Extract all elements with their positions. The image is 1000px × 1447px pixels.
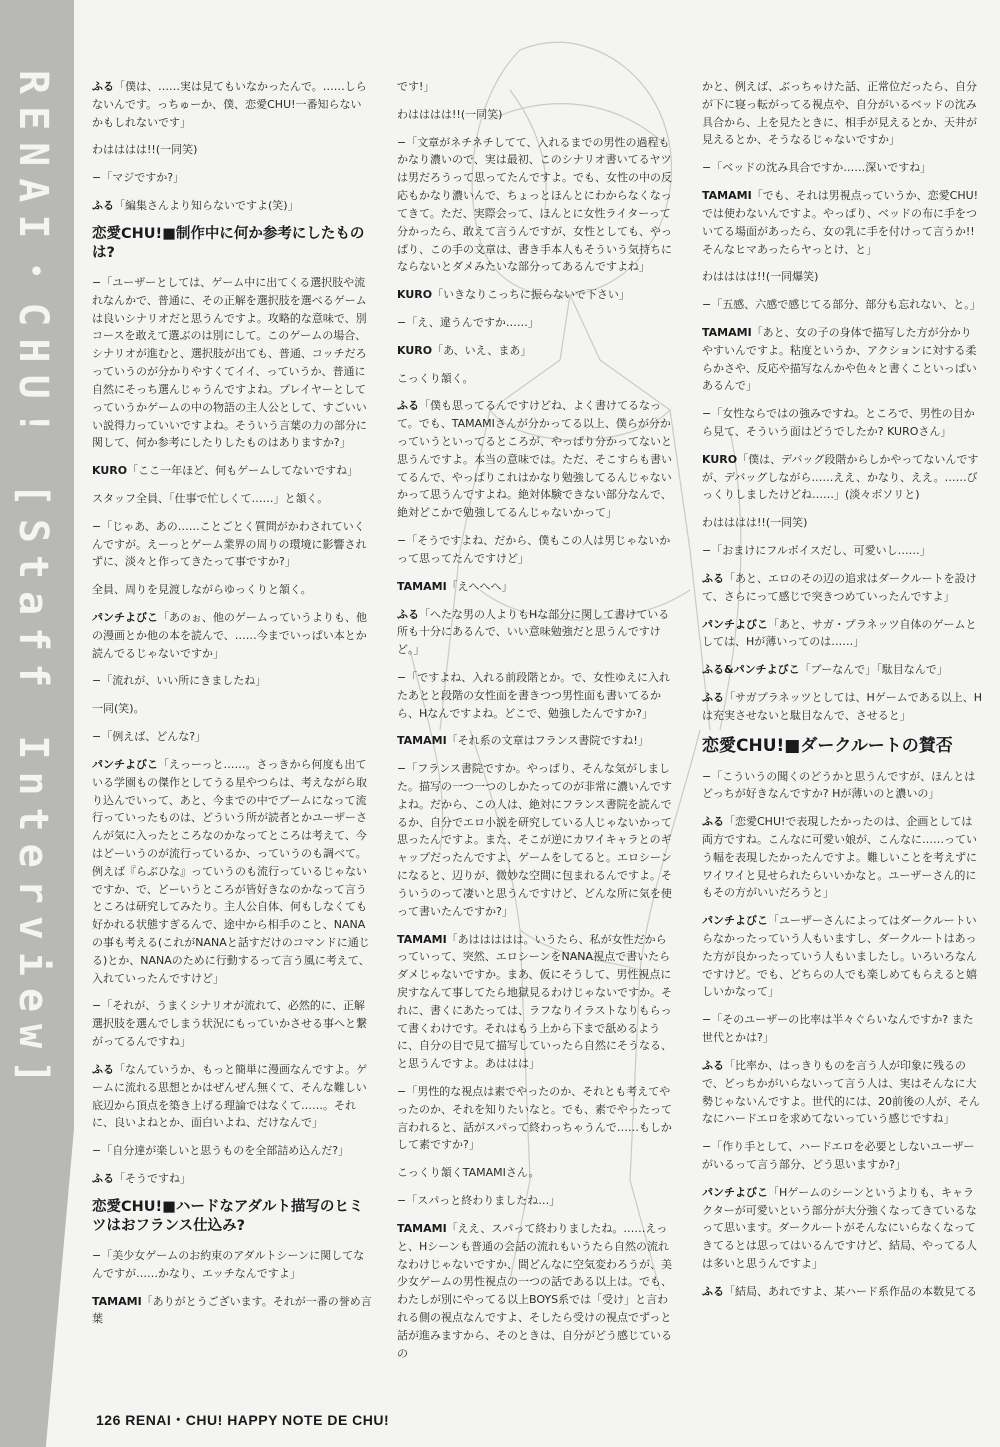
paragraph-text: −「五感、六感で感じてる部分、部分も忘れない、と。」 — [702, 298, 981, 312]
paragraph-text: −「そうですよね、だから、僕もこの人は男じゃないかって思ってたんですけど」 — [397, 534, 671, 565]
speaker-name: ふる — [397, 399, 419, 413]
paragraph-text: −「それが、うまくシナリオが流れて、必然的に、正解選択肢を選んでしまう状況にもっていかさせる事へと繋がってるんですね」 — [92, 999, 367, 1049]
paragraph-text: こっくり頷く。 — [397, 371, 474, 385]
paragraph — [397, 760, 677, 920]
paragraph-text: わはははは!!(一同笑) — [702, 516, 808, 530]
paragraph-text: −「作り手として、ハードエロを必要としないユーザーがいるって言う部分、どう思いますか?」 — [702, 1140, 975, 1171]
paragraph-text: −「フランス書院ですか。やっぱり、そんな気がしました。描写の一つ一つのしかたってのが非常に濃いんですよね。だから、この人は、絶対にフランス書院を読んでるか、自分でエロ小説を研究している人じゃないかって思ったんですよ。また、そこが逆にカワイキャラとのギャップだったんですよ、ゲームをしてると。エロシーンになると、辺りが、微妙な空間に包まれるんですよ。そういうのって凄いと思うんですけど、どんな所に気を使って書いたんですか?」 — [397, 762, 672, 918]
paragraph-text: です!」 — [397, 80, 435, 93]
speaker-name: パンチよびこ — [702, 617, 768, 631]
paragraph-text: 「ユーザーさんによってはダークルートいらなかったっていう人もいますし、ダークルートはあった方が良かったっていう人もいましたし。いろいろなんですけど。でも、どちらの人でも楽しめてもらえると嬉しいかなって」 — [702, 914, 977, 999]
paragraph-text: 「比率か、はっきりものを言う人が印象に残るので、どっちかがいらないって言う人は、実はそんなに大勢じゃないんですよ。世代的には、20前後の人が、そんなにハードエロを求めてないっていう感じですね」 — [702, 1058, 980, 1126]
paragraph — [702, 296, 982, 314]
column-1 — [92, 78, 372, 1388]
speaker-name: ふる — [397, 607, 419, 621]
paragraph-text: −「ですよね、入れる前段階とか。で、女性ゆえに入れたあとと段階の女性面を書きつつ男性面も書いてるから、Hなんですよね。どこで、勉強したんですか?」 — [397, 670, 670, 720]
paragraph — [92, 1247, 372, 1283]
speaker-paragraph — [397, 1220, 677, 1363]
paragraph-text: 「編集さんより知らないですよ(笑)」 — [114, 199, 299, 213]
paragraph-text: 「あ、いえ、まあ」 — [432, 343, 532, 357]
speaker-paragraph — [702, 570, 982, 606]
speaker-name: TAMAMI — [702, 189, 752, 203]
paragraph — [702, 405, 982, 441]
paragraph-text: わはははは!!(一同笑) — [397, 107, 503, 121]
speaker-name: KURO — [92, 464, 128, 478]
paragraph-text: 「なんていうか、もっと簡単に漫画なんですよ。ゲームに流れる思想とかはぜんぜん無くて、そんな難しい底辺から頂点を築き上げる理論ではなくて……。それに、良いよねとか、面白いよね、だけなんで」 — [92, 1062, 367, 1130]
speaker-paragraph — [92, 78, 372, 131]
paragraph-text: −「美少女ゲームのお約束のアダルトシーンに関してなんですが……かなり、エッチなんですよ」 — [92, 1248, 365, 1280]
paragraph-text: 「ありがとうございます。それが一番の誉め言葉 — [92, 1294, 372, 1326]
paragraph-text: 「いきなりこっちに振らないで下さい」 — [432, 288, 630, 302]
speaker-name: パンチよびこ — [92, 611, 158, 624]
speaker-name: ふる — [92, 1171, 114, 1185]
paragraph-text: −「そのユーザーの比率は半々ぐらいなんですか? また世代とかは?」 — [702, 1013, 974, 1045]
speaker-name: TAMAMI — [397, 579, 447, 593]
paragraph-text: こっくり頷くTAMAMIさん。 — [397, 1166, 540, 1180]
paragraph-text: 「僕も思ってるんですけどね、よく書けてるなって。でも、TAMAMIさんが分かってる以上、僕らが分かっていうといってるところが、やっぱり分かってないと思うんですよ。本当の意味では。ただ、そこすらも書いてるんで、やっぱりこれはかなり勉強してるんじゃないかって思うんですよね。絶対体験できない部分なんで、絶対どこかで勉強してるんじゃないかって」 — [397, 399, 672, 520]
paragraph — [92, 1142, 372, 1160]
paragraph-text: 「僕は、デバッグ段階からしかやってないんですが、デバッグしながら……ええ、かなり、ええ。……びっくりしましたけどね……」(淡々ボソリと) — [702, 452, 979, 502]
column-2 — [397, 78, 677, 1388]
speaker-name: ふる — [92, 199, 114, 213]
page-footer: 126 RENAI・CHU! HAPPY NOTE DE CHU! — [96, 1412, 390, 1428]
speaker-paragraph — [397, 732, 677, 750]
paragraph — [92, 518, 372, 571]
paragraph — [92, 728, 372, 746]
paragraph — [397, 314, 677, 332]
paragraph — [702, 514, 982, 532]
paragraph-text: 「あははははは。いうたら、私が女性だからっていって、突然、エロシーンをNANA視点で書いたらダメじゃないですか。まあ、仮にそうして、男性視点に戻すなんて事してたら地獄見るわけじゃないですか。それに、書くにあたっては、ラフなりイラストなりもらって書くわけです。それはもう上から下まで舐めるように、自分の目で見て描写していったら自然にそうなる、と思うんですよ。あははは」 — [397, 932, 672, 1071]
speaker-paragraph — [702, 616, 982, 652]
speaker-paragraph — [397, 931, 677, 1074]
paragraph — [397, 78, 677, 96]
speaker-name: TAMAMI — [702, 325, 752, 339]
speaker-paragraph — [397, 606, 677, 659]
speaker-name: ふる — [702, 1284, 724, 1298]
paragraph-text: 「でも、それは男視点っていうか、恋愛CHU!では使わないんですよ。やっぱり、ベッドの布に手をついてる場面があったら、女の乳に手を付けって言うか!! そんなヒマあったらヤっとけ、と」 — [702, 189, 979, 256]
speaker-paragraph — [92, 609, 372, 662]
paragraph-text: −「マジですか?」 — [92, 171, 185, 185]
interview-columns — [92, 78, 982, 1388]
speaker-paragraph — [702, 813, 982, 902]
speaker-paragraph — [92, 756, 372, 988]
speaker-name: ふる — [92, 1062, 114, 1076]
paragraph-text: 「僕は、……実は見てもいなかったんで。……しらないんです。っちゅーか、僕、恋愛CHU!一番知らないかもしれないです」 — [92, 80, 367, 129]
paragraph — [92, 169, 372, 187]
paragraph — [397, 106, 677, 124]
paragraph-text: 「あと、女の子の身体で描写した方が分かりやすいんですよ。粘度というか、アクションに対する柔らかさや、反応や描写なんかや色々と書くこといっぱいあるんで」 — [702, 325, 977, 393]
speaker-name: TAMAMI — [397, 734, 447, 748]
paragraph-text: −「え、違うんですか……」 — [397, 315, 539, 329]
paragraph-text: −「例えば、どんな?」 — [92, 730, 207, 744]
paragraph — [397, 532, 677, 568]
paragraph-text: 「えっーっと……。さっきから何度も出ている学園もの傑作としてうる星やつらは、考えながら取り込んでいって、あと、今までの中でブームになって流行っていったものは、どういう所が読者とかユーザーさんが気に入ったところなのかなってところは考えて、今はどーいうのが流行っているか、っていうのも調べて。例えば『らぶひな』っていうのも流行っているじゃないですか、で、どーいうところが皆好きなのかなって言うところは研究してみたり。主人公自体、何もしなくても好かれる状態すぎるんで、途中から相手のこと、NANAの事も考える(これがNANAと話すだけのコマンドに通じる)とか、NANAのために行動するって言う風に考えて、入れていったんですけど」 — [92, 757, 370, 985]
paragraph-text: −「流れが、いい所にきましたね」 — [92, 674, 267, 688]
paragraph-text: 全員、周りを見渡しながらゆっくりと頷く。 — [92, 583, 312, 597]
paragraph-text: −「じゃあ、あの……ことごとく質問がかわされていくんですが。えーっとゲーム業界の周りの環境に影響されずに、淡々と作ってきたって事ですか?」 — [92, 519, 367, 569]
paragraph-text: −「文章がネチネチしてて、入れるまでの男性の過程もかなり濃いので、実は最初、このシナリオ書いてるヤツは男だろうって思ってたんですよ。でも、女性の中の反応もかなり濃いんで、ちょっとほんとにわからなくなってきて。ただ、実際会って、ほんとに女性ライターって分かったら、敢えて言うんですが、女性としても、やっぱり、この手の文章は、書き手本人もそういう気持ちにならないとダメみたいな部分ってあるんですよね」 — [397, 135, 672, 274]
speaker-name: パンチよびこ — [92, 757, 158, 771]
paragraph-text: 「恋愛CHU!で表現したかったのは、企画としては両方ですね。こんなに可愛い娘が、こんなに……っていう幅を表現したかったんですよ。難しいことを考えずにワイワイと見せられたらいいかなと。ユーザーさん的にもその方がいいだろうと」 — [702, 815, 977, 900]
paragraph-text: わはははは!!(一同爆笑) — [702, 270, 819, 284]
speaker-paragraph — [397, 286, 677, 304]
speaker-name: ふる — [702, 571, 724, 585]
paragraph — [397, 370, 677, 388]
speaker-name: ふる&パンチよびこ — [702, 663, 800, 677]
speaker-name: TAMAMI — [92, 1294, 142, 1308]
paragraph-text: 「そうですね」 — [114, 1171, 191, 1185]
speaker-paragraph — [397, 578, 677, 596]
speaker-name: KURO — [702, 452, 738, 466]
speaker-paragraph — [702, 689, 982, 725]
speaker-paragraph — [702, 1283, 982, 1301]
paragraph-text: −「スパっと終わりましたね…」 — [397, 1194, 561, 1208]
paragraph-text: スタッフ全員、「仕事で忙しくて……」と頷く。 — [92, 491, 329, 505]
paragraph — [397, 1192, 677, 1210]
speaker-name: TAMAMI — [397, 932, 447, 946]
paragraph-text: 「あと、エロのその辺の追求はダークルートを設けて、さらにって感じで突きつめていったんですよ」 — [702, 571, 977, 603]
paragraph — [702, 1011, 982, 1047]
speaker-name: KURO — [397, 343, 433, 357]
speaker-name: ふる — [702, 815, 724, 829]
section-heading: 恋愛CHU!■ハードなアダルト描写のヒミツはおフランス仕込み? — [92, 1198, 364, 1235]
speaker-paragraph — [702, 324, 982, 395]
paragraph — [397, 669, 677, 722]
paragraph — [92, 700, 372, 718]
column-3 — [702, 78, 982, 1388]
speaker-paragraph — [702, 451, 982, 504]
paragraph-text: 「あと、サガ・プラネッツ自体のゲームとしては、Hが薄いってのは……」 — [702, 617, 977, 649]
paragraph-text: 「結局、あれですよ、某ハード系作品の本数見てる — [724, 1284, 977, 1298]
speaker-paragraph — [397, 342, 677, 360]
speaker-paragraph — [702, 661, 982, 679]
speaker-paragraph — [92, 1170, 372, 1188]
paragraph — [92, 997, 372, 1050]
paragraph — [702, 159, 982, 177]
speaker-paragraph — [92, 197, 372, 215]
paragraph — [702, 268, 982, 286]
paragraph — [397, 1083, 677, 1154]
paragraph-text: 「ブーなんで」「駄目なんで」 — [799, 663, 948, 677]
paragraph — [92, 141, 372, 159]
speaker-paragraph — [92, 1061, 372, 1132]
paragraph-text: 「えへへへ」 — [446, 579, 513, 593]
speaker-name: TAMAMI — [397, 1221, 447, 1235]
paragraph — [397, 1164, 677, 1182]
paragraph-text: −「ベッドの沈み具合ですか……深いですね」 — [702, 161, 932, 175]
section-heading: 恋愛CHU!■ダークルートの賛否 — [702, 735, 953, 756]
speaker-name: パンチよびこ — [702, 1185, 768, 1199]
paragraph — [92, 672, 372, 690]
paragraph-text: −「女性ならではの強みですね。ところで、男性の目から見て、そういう面はどうでしたか? KUROさん」 — [702, 407, 975, 438]
side-title: RENAI・CHU! [Staff Interview] — [10, 70, 56, 1097]
speaker-paragraph — [702, 187, 982, 258]
speaker-paragraph — [702, 1184, 982, 1273]
paragraph — [92, 581, 372, 599]
paragraph-text: わはははは!!(一同笑) — [92, 143, 198, 157]
paragraph — [702, 78, 982, 149]
speaker-paragraph — [92, 1293, 372, 1329]
speaker-paragraph — [702, 912, 982, 1001]
speaker-paragraph — [92, 462, 372, 480]
paragraph-text: 「へたな男の人よりもHな部分に関して書けている所も十分にあるんで、いい意味勉強だと思うんですけど。」 — [397, 607, 670, 657]
paragraph-text: −「ユーザーとしては、ゲーム中に出てくる選択肢や流れなんかで、普通に、その正解を選択肢を選べるゲームは良いシナリオだと思うんですよ。攻略的な意味で、別コースを敢えて選ぶのは別にして。このゲームの場合、シナリオが進むと、選択肢が出ても、普通、コッチだろっていうのが分かりやすくてイイ、っていうか、普通に自然にそっち選んじゃうんですよね。プレイヤーとしてっていうかゲームの中の物語の主人公として、すごいいい説得力っていいですよね。そういう言葉の力の部分に関して、何か参考にしたりしたものはありますか?」 — [92, 276, 367, 450]
speaker-name: ふる — [92, 80, 114, 93]
speaker-name: ふる — [702, 690, 724, 704]
paragraph — [92, 274, 372, 452]
paragraph-text: −「自分達が楽しいと思うものを全部詰め込んだ?」 — [92, 1144, 350, 1158]
paragraph-text: 「サガプラネッツとしては、Hゲームである以上、Hは充実させないと駄目なんで、させると」 — [702, 690, 982, 722]
paragraph-text: かと、例えば、ぶっちゃけた話、正常位だったら、自分が下に寝っ転がってる視点や、自分がいるベッドの沈み具合から、上を見たときに、相手が見えるとか、天井が見えるとか、そうなるじゃないですか」 — [702, 80, 977, 147]
paragraph — [702, 768, 982, 804]
paragraph-text: 「Hゲームのシーンというよりも、キャラクターが可愛いという部分が大分強くなってきているなって思います。ダークルートがそんなにいらなくなってきてるとは思ってはいるんですけど、結局、やってる人は多いと思うんですよ」 — [702, 1185, 977, 1270]
speaker-name: ふる — [702, 1058, 724, 1072]
paragraph-text: 「あのぉ、他のゲームっていうよりも、他の漫画とか他の本を読んで、……今までいっぱい本とか読んでるじゃないですか」 — [92, 611, 367, 660]
paragraph — [92, 490, 372, 508]
paragraph-text: 「それ系の文章はフランス書院ですね!」 — [446, 734, 649, 748]
paragraph — [702, 1138, 982, 1174]
speaker-name: パンチよびこ — [702, 914, 768, 928]
section-heading: 恋愛CHU!■制作中に何か参考にしたものは? — [92, 225, 365, 262]
paragraph-text: 「ここ一年ほど、何もゲームしてないですね」 — [127, 464, 359, 478]
paragraph — [702, 542, 982, 560]
paragraph-text: −「こういうの聞くのどうかと思うんですが、ほんとはどっちが好きなんですか? Hが薄いのと濃いの」 — [702, 769, 976, 801]
paragraph-text: 「ええ、スパって終わりましたね。……えっと、Hシーンも普通の会話の流れもいうたら自然の流れなわけじゃないですか、間どんなに空気変わろうが、美少女ゲームの男性視点の一つの話である以上は。でも、わたしが別にやってる以上BOYS系では「受け」と言われる側の視点なんですよ、そしたら受けの視点でずっと話が進みますから、そのときは、自分がどう感じているの — [397, 1221, 672, 1360]
speaker-paragraph — [702, 1057, 982, 1128]
paragraph-text: 一同(笑)。 — [92, 702, 145, 716]
paragraph-text: −「男性的な視点は素でやったのか、それとも考えてやったのか、それを知りたいなと。でも、素でやったって言われると、話がスパって終わっちゃうんで……もしかして素ですか?」 — [397, 1085, 672, 1152]
speaker-name: KURO — [397, 288, 433, 302]
speaker-paragraph — [397, 397, 677, 522]
paragraph-text: −「おまけにフルボイスだし、可愛いし……」 — [702, 544, 931, 558]
paragraph — [397, 134, 677, 277]
